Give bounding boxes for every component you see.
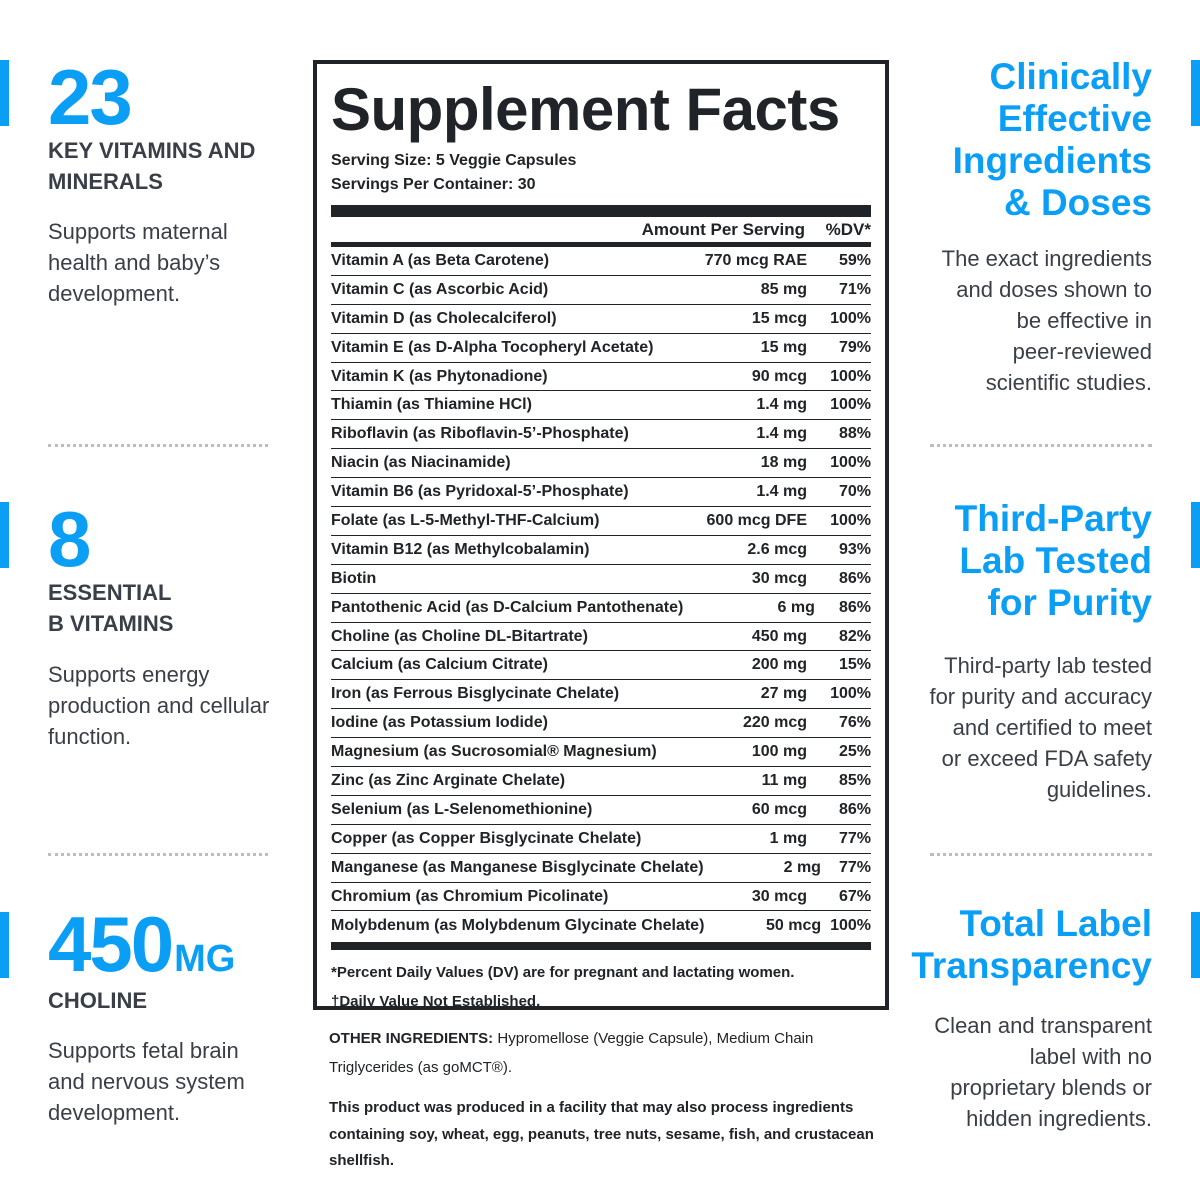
table-row	[331, 623, 871, 652]
nutrient-dv: 100%	[830, 511, 871, 529]
accent-bar	[0, 502, 9, 568]
nutrient-amount: 15 mcg	[751, 309, 807, 327]
other-ingredients-text: Hypromellose (Veggie Capsule), Medium Chain Triglycerides (as goMCT®).	[329, 1030, 814, 1076]
table-row	[331, 276, 871, 305]
table-row	[331, 565, 871, 594]
footnote-dagger: †Daily Value Not Established.	[331, 993, 541, 1011]
nutrient-dv: 100%	[830, 396, 871, 414]
accent-bar	[0, 60, 9, 126]
table-row	[331, 911, 871, 940]
nutrient-dv: 88%	[838, 425, 871, 443]
nutrient-name: Vitamin E (as D-Alpha Tocopheryl Acetate)	[331, 338, 654, 356]
nutrient-amount: 200 mg	[751, 656, 807, 674]
table-row	[331, 449, 871, 478]
table-row	[331, 825, 871, 854]
feature-description-transparency: Clean and transparent label with no proprietary blends or hidden ingredients.	[934, 1013, 1152, 1131]
dv-header: %DV*	[825, 219, 871, 239]
nutrient-name: Vitamin B6 (as Pyridoxal-5’-Phosphate)	[331, 483, 629, 501]
table-row	[331, 883, 871, 912]
table-row	[331, 796, 871, 825]
servings-per-container: Servings Per Container: 30	[331, 176, 536, 193]
nutrient-name: Magnesium (as Sucrosomial® Magnesium)	[331, 743, 657, 761]
nutrient-name: Thiamin (as Thiamine HCl)	[331, 396, 532, 414]
table-row	[331, 536, 871, 565]
serving-size: Serving Size: 5 Veggie Capsules	[331, 152, 577, 169]
table-row	[331, 334, 871, 363]
nutrient-name: Iodine (as Potassium Iodide)	[331, 714, 548, 732]
feature-description-clinical: The exact ingredients and doses shown to be effective in peer-reviewed scientific studies.	[941, 246, 1152, 395]
nutrient-name: Zinc (as Zinc Arginate Chelate)	[331, 771, 566, 789]
nutrient-amount: 30 mcg	[751, 569, 807, 587]
nutrient-amount: 90 mcg	[751, 367, 807, 385]
nutrient-amount: 770 mcg RAE	[704, 251, 807, 269]
supplement-facts-panel	[313, 60, 889, 1010]
nutrient-amount: 6 mg	[777, 598, 815, 616]
nutrient-name: Vitamin K (as Phytonadione)	[331, 367, 548, 385]
nutrient-amount: 2 mg	[783, 858, 821, 876]
nutrient-amount: 27 mg	[760, 685, 807, 703]
nutrient-name: Molybdenum (as Molybdenum Glycinate Chelate)	[331, 916, 705, 934]
footnote-dv: *Percent Daily Values (DV) are for pregnant and lactating women.	[331, 964, 795, 982]
table-row	[331, 651, 871, 680]
table-row	[331, 680, 871, 709]
nutrient-dv: 25%	[838, 743, 871, 761]
section-divider	[48, 444, 268, 447]
nutrient-amount: 2.6 mcg	[747, 540, 807, 558]
nutrient-amount: 11 mg	[761, 771, 807, 789]
nutrient-dv: 77%	[838, 829, 871, 847]
other-ingredients-label: OTHER INGREDIENTS:	[329, 1030, 494, 1047]
stat-title-b-vitamins: ESSENTIAL B VITAMINS	[48, 580, 174, 636]
nutrient-dv: 86%	[838, 598, 871, 616]
table-row	[331, 767, 871, 796]
nutrient-amount: 1.4 mg	[756, 396, 807, 414]
nutrient-dv: 67%	[838, 887, 871, 905]
nutrient-dv: 59%	[838, 251, 871, 269]
nutrient-amount: 50 mcg	[766, 916, 822, 934]
nutrient-name: Iron (as Ferrous Bisglycinate Chelate)	[331, 685, 620, 703]
nutrient-dv: 100%	[830, 367, 871, 385]
table-row	[331, 247, 871, 276]
feature-heading-clinical: Clinically Effective Ingredients & Doses	[952, 56, 1152, 223]
feature-heading-lab-tested: Third-Party Lab Tested for Purity	[954, 498, 1152, 623]
nutrient-dv: 82%	[838, 627, 871, 645]
table-row	[331, 478, 871, 507]
nutrient-name: Copper (as Copper Bisglycinate Chelate)	[331, 829, 642, 847]
table-row	[331, 709, 871, 738]
nutrient-dv: 100%	[830, 454, 871, 472]
nutrient-amount: 1 mg	[769, 829, 807, 847]
nutrient-amount: 60 mcg	[751, 800, 807, 818]
nutrient-name: Vitamin A (as Beta Carotene)	[331, 251, 550, 269]
nutrient-amount: 220 mcg	[742, 714, 807, 732]
table-row	[331, 854, 871, 883]
nutrient-amount: 600 mcg DFE	[706, 511, 807, 529]
stat-unit: MG	[174, 938, 236, 980]
nutrient-amount: 15 mg	[760, 338, 807, 356]
accent-bar	[0, 912, 9, 978]
feature-heading-transparency: Total Label Transparency	[911, 903, 1152, 986]
nutrient-name: Calcium (as Calcium Citrate)	[331, 656, 548, 674]
nutrient-table	[331, 247, 871, 940]
nutrient-name: Selenium (as L-Selenomethionine)	[331, 800, 593, 818]
nutrient-amount: 85 mg	[760, 280, 807, 298]
nutrient-dv: 85%	[838, 771, 871, 789]
nutrient-amount: 450 mg	[751, 627, 807, 645]
nutrient-amount: 30 mcg	[751, 887, 807, 905]
nutrient-name: Pantothenic Acid (as D-Calcium Pantothenate)	[331, 598, 684, 616]
section-divider	[48, 853, 268, 856]
panel-divider-thick	[331, 205, 871, 217]
nutrient-dv: 86%	[838, 569, 871, 587]
nutrient-name: Vitamin B12 (as Methylcobalamin)	[331, 540, 590, 558]
panel-title: Supplement Facts	[331, 76, 840, 143]
feature-description-lab-tested: Third-party lab tested for purity and accuracy and certified to meet or exceed FDA safety guidelines.	[929, 653, 1152, 802]
stat-description-b-vitamins: Supports energy production and cellular function.	[48, 662, 270, 749]
nutrient-dv: 79%	[838, 338, 871, 356]
table-row	[331, 420, 871, 449]
stat-description-vitamins: Supports maternal health and baby’s development.	[48, 219, 228, 306]
nutrient-name: Chromium (as Chromium Picolinate)	[331, 887, 609, 905]
section-divider	[930, 853, 1152, 856]
stat-description-choline: Supports fetal brain and nervous system development.	[48, 1038, 245, 1125]
nutrient-dv: 15%	[838, 656, 871, 674]
nutrient-amount: 1.4 mg	[756, 425, 807, 443]
stat-title-choline: CHOLINE	[48, 988, 147, 1013]
accent-bar	[1191, 502, 1200, 568]
nutrient-name: Biotin	[331, 569, 377, 587]
nutrient-dv: 71%	[838, 280, 871, 298]
table-header	[331, 217, 871, 247]
table-row	[331, 305, 871, 334]
stat-number-b-vitamins: 8	[48, 495, 90, 583]
amount-header: Amount Per Serving	[641, 219, 805, 239]
table-row	[331, 738, 871, 767]
section-divider	[930, 444, 1152, 447]
stat-title-vitamins: KEY VITAMINS AND MINERALS	[48, 138, 256, 194]
nutrient-dv: 93%	[838, 540, 871, 558]
nutrient-dv: 100%	[830, 685, 871, 703]
nutrient-name: Niacin (as Niacinamide)	[331, 454, 511, 472]
stat-number-vitamins: 23	[48, 53, 131, 141]
nutrient-dv: 76%	[838, 714, 871, 732]
stat-number-choline: 450MG	[48, 900, 236, 988]
nutrient-amount: 18 mg	[760, 454, 807, 472]
table-row	[331, 391, 871, 420]
other-ingredients	[329, 1024, 874, 1082]
nutrient-name: Riboflavin (as Riboflavin-5’-Phosphate)	[331, 425, 629, 443]
nutrient-name: Vitamin C (as Ascorbic Acid)	[331, 280, 549, 298]
nutrient-name: Manganese (as Manganese Bisglycinate Chelate)	[331, 858, 704, 876]
nutrient-dv: 86%	[838, 800, 871, 818]
nutrient-dv: 70%	[838, 483, 871, 501]
nutrient-name: Vitamin D (as Cholecalciferol)	[331, 309, 557, 327]
panel-divider-bottom	[331, 942, 871, 950]
table-row	[331, 363, 871, 392]
nutrient-name: Folate (as L-5-Methyl-THF-Calcium)	[331, 511, 600, 529]
table-row	[331, 594, 871, 623]
nutrient-name: Choline (as Choline DL-Bitartrate)	[331, 627, 588, 645]
nutrient-amount: 1.4 mg	[756, 483, 807, 501]
nutrient-dv: 100%	[830, 309, 871, 327]
accent-bar	[1191, 60, 1200, 126]
nutrient-amount: 100 mg	[751, 743, 807, 761]
accent-bar	[1191, 912, 1200, 978]
serving-info	[331, 149, 871, 197]
nutrient-dv: 100%	[830, 916, 871, 934]
table-row	[331, 507, 871, 536]
allergen-note: This product was produced in a facility that may also process ingredients containing soy, wheat, egg, peanuts, tree nuts, sesame, fish, and crustacean shellfish.	[329, 1099, 874, 1169]
nutrient-dv: 77%	[838, 858, 871, 876]
